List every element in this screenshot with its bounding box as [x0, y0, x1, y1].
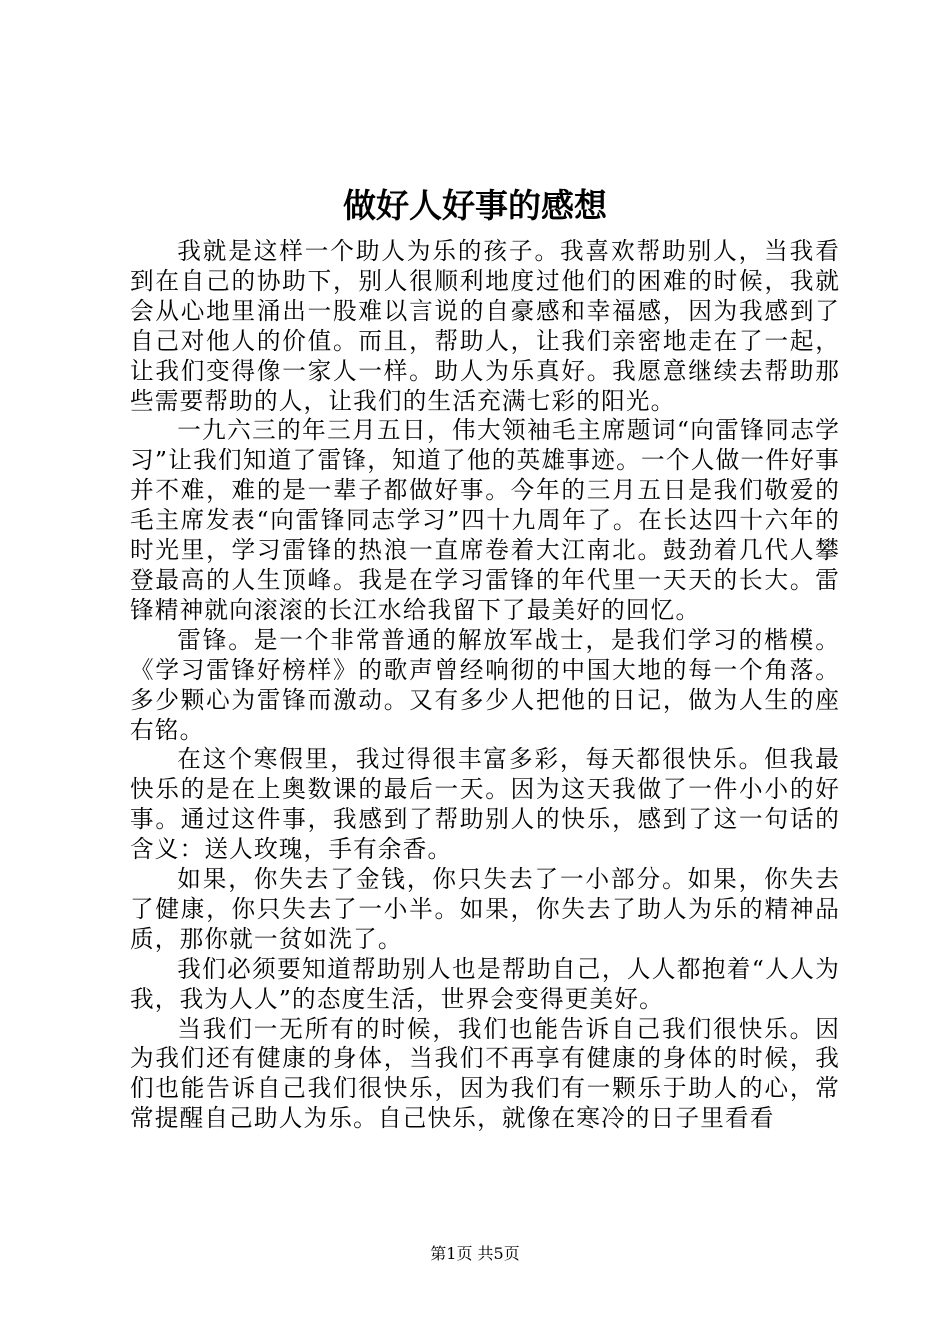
paragraph: 我就是这样一个助人为乐的孩子。我喜欢帮助别人，当我看到在自己的协助下，别人很顺利地度过他们的困难的时候，我就会从心地里涌出一股难以言说的自豪感和幸福感，因为我感到了自己对他人的价值。而且，帮助人，让我们亲密地走在了一起，让我们变得像一家人一样。助人为乐真好。我愿意继续去帮助那些需要帮助的人，让我们的生活充满七彩的阳光。 — [130, 237, 840, 415]
paragraph: 雷锋。是一个非常普通的解放军战士，是我们学习的楷模。《学习雷锋好榜样》的歌声曾经响彻的中国大地的每一个角落。多少颗心为雷锋而激动。又有多少人把他的日记，做为人生的座右铭。 — [130, 625, 840, 744]
paragraph: 我们必须要知道帮助别人也是帮助自己，人人都抱着“人人为我，我为人人”的态度生活，世界会变得更美好。 — [130, 954, 840, 1013]
document-body — [130, 237, 840, 1134]
paragraph: 一九六三的年三月五日，伟大领袖毛主席题词“向雷锋同志学习”让我们知道了雷锋，知道了他的英雄事迹。一个人做一件好事并不难，难的是一辈子都做好事。今年的三月五日是我们敬爱的毛主席发表“向雷锋同志学习”四十九周年了。在长达四十六年的时光里，学习雷锋的热浪一直席卷着大江南北。鼓劲着几代人攀登最高的人生顶峰。我是在学习雷锋的年代里一天天的长大。雷锋精神就向滚滚的长江水给我留下了最美好的回忆。 — [130, 416, 840, 624]
paragraph: 如果，你失去了金钱，你只失去了一小部分。如果，你失去了健康，你只失去了一小半。如果，你失去了助人为乐的精神品质，那你就一贫如洗了。 — [130, 865, 840, 953]
document-title: 做好人好事的感想 — [343, 186, 607, 225]
paragraph: 当我们一无所有的时候，我们也能告诉自己我们很快乐。因为我们还有健康的身体，当我们不再享有健康的身体的时候，我们也能告诉自己我们很快乐，因为我们有一颗乐于助人的心，常常提醒自己助人为乐。自己快乐，就像在寒冷的日子里看看 — [130, 1014, 840, 1133]
page-footer: 第1页 共5页 — [430, 1244, 520, 1263]
paragraph: 在这个寒假里，我过得很丰富多彩，每天都很快乐。但我最快乐的是在上奥数课的最后一天。因为这天我做了一件小小的好事。通过这件事，我感到了帮助别人的快乐，感到了这一句话的含义：送人玫瑰，手有余香。 — [130, 745, 840, 864]
